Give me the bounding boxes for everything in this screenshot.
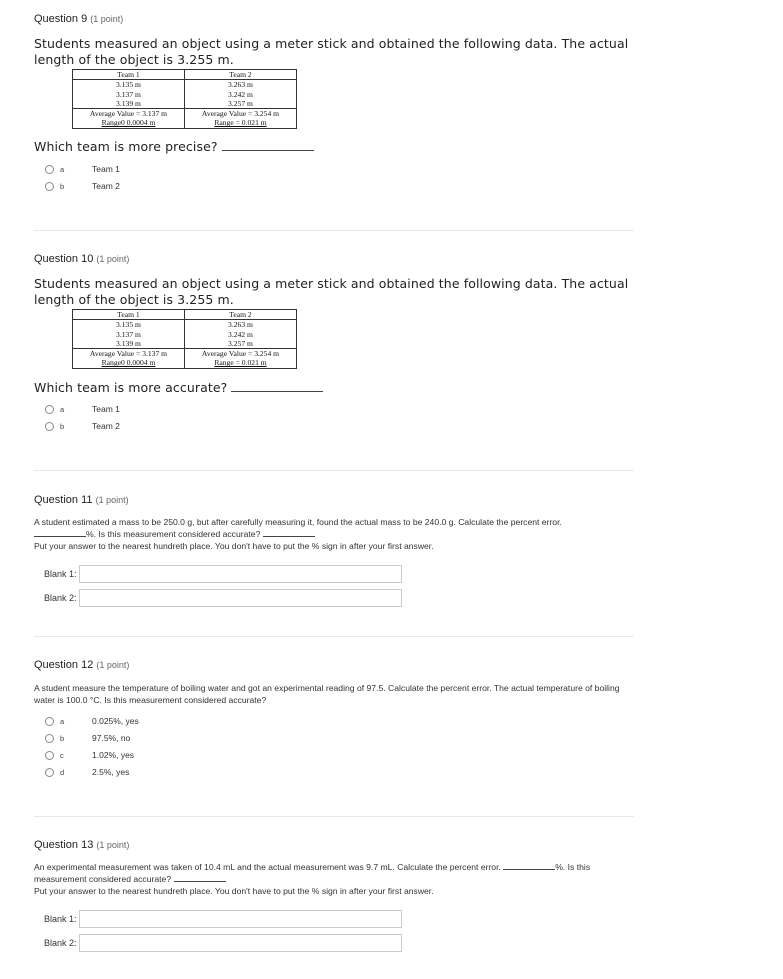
blank-1-label: Blank 1:: [44, 914, 77, 924]
table-cell: 3.257 m: [185, 99, 297, 109]
table-cell: Team 1: [73, 310, 185, 320]
prompt-line2-text: %. Is this measurement considered accurate?: [86, 529, 261, 539]
blank-2-input[interactable]: [79, 589, 402, 607]
question-title-text: Question 10: [34, 253, 94, 265]
question-text: Which team is more accurate?: [34, 380, 228, 395]
option-label[interactable]: 97.5%, no: [92, 733, 131, 743]
option-a[interactable]: [45, 164, 120, 174]
answer-blank-line: [174, 881, 226, 882]
radio-button[interactable]: [45, 717, 54, 726]
answer-blank-line: [231, 391, 323, 392]
question-title-text: Question 12: [34, 659, 94, 671]
option-letter: b: [60, 733, 65, 743]
question-title-text: Question 11: [34, 494, 93, 506]
blank-2-label: Blank 2:: [44, 938, 77, 948]
blank-1-input[interactable]: [79, 910, 402, 928]
question-prompt-line1: [34, 861, 624, 873]
question-10-question: [34, 380, 634, 396]
table-cell: 3.139 m: [73, 99, 185, 109]
question-10-prompt: Students measured an object using a meter stick and obtained the following data. The actual length of the object is 3.255 m.: [34, 276, 629, 307]
table-cell: Average Value = 3.254 m: [185, 349, 297, 359]
question-prompt-text: A student estimated a mass to be 250.0 g, but after carefully measuring it, found the actual mass to be 240.0 g. Calculate the percent error.: [34, 517, 562, 527]
table-cell: 3.137 m: [73, 330, 185, 339]
table-cell: Team 2: [185, 70, 297, 80]
question-instruction: Put your answer to the nearest hundreth place. You don't have to put the % sign in after your first answer.: [34, 886, 434, 896]
blank-2-row: [44, 589, 402, 607]
table-cell: Range = 0.021 m: [185, 358, 297, 368]
blank-1-row: [44, 565, 402, 583]
option-label[interactable]: Team 2: [92, 181, 120, 191]
option-label[interactable]: Team 2: [92, 421, 120, 431]
question-11: [34, 494, 634, 506]
question-points: (1 point): [96, 660, 130, 670]
radio-button[interactable]: [45, 165, 54, 174]
option-label[interactable]: Team 1: [92, 404, 120, 414]
table-cell: 3.257 m: [185, 339, 297, 349]
option-letter: a: [60, 716, 65, 726]
question-13: [34, 839, 634, 851]
blank-2-label: Blank 2:: [44, 593, 77, 603]
blank-1-row: [44, 910, 402, 928]
question-10-title: [34, 253, 634, 265]
table-cell: 3.263 m: [185, 80, 297, 90]
table-cell: Range0 0.0004 m: [73, 118, 185, 128]
question-divider: [34, 636, 634, 637]
option-label[interactable]: Team 1: [92, 164, 120, 174]
table-cell: 3.263 m: [185, 320, 297, 330]
question-9-prompt: Students measured an object using a meter stick and obtained the following data. The actual length of the object is 3.255 m.: [34, 36, 629, 67]
blank-1-label: Blank 1:: [44, 569, 77, 579]
question-12-prompt: A student measure the temperature of boiling water and got an experimental reading of 97.5. Calculate the percent error. The actual temperature of boiling water is 100.0 °C. Is this measurement considered accurate?: [34, 683, 620, 705]
question-13-title: [34, 839, 634, 851]
answer-blank-line: [34, 536, 86, 537]
radio-button[interactable]: [45, 182, 54, 191]
blank-2-row: [44, 934, 402, 952]
question-points: (1 point): [96, 840, 130, 850]
blank-2-input[interactable]: [79, 934, 402, 952]
radio-button[interactable]: [45, 422, 54, 431]
question-title-text: Question 13: [34, 839, 94, 851]
question-13-prompt: [34, 861, 624, 897]
table-cell: Average Value = 3.254 m: [185, 109, 297, 119]
blank-1-input[interactable]: [79, 565, 402, 583]
option-letter: a: [60, 164, 65, 174]
option-a[interactable]: [45, 716, 139, 726]
option-a[interactable]: [45, 404, 120, 414]
question-9-question: [34, 139, 634, 155]
question-prompt-line2: [34, 528, 634, 540]
table-cell: 3.242 m: [185, 90, 297, 99]
radio-button[interactable]: [45, 768, 54, 777]
table-cell: 3.135 m: [73, 320, 185, 330]
table-cell: Team 1: [73, 70, 185, 80]
answer-blank-line: [503, 869, 555, 870]
question-prompt-text: An experimental measurement was taken of 10.4 mL and the actual measurement was 9.7 mL. Calculate the percent error.: [34, 862, 501, 872]
prompt-line2-text: measurement considered accurate?: [34, 874, 172, 884]
option-d[interactable]: [45, 767, 129, 777]
question-11-prompt: [34, 516, 634, 552]
option-b[interactable]: [45, 421, 120, 431]
option-letter: b: [60, 421, 65, 431]
question-10: [34, 253, 634, 265]
table-cell: Range0 0.0004 m: [73, 358, 185, 368]
option-label[interactable]: 2.5%, yes: [92, 767, 130, 777]
table-cell: Range = 0.021 m: [185, 118, 297, 128]
table-cell: 3.137 m: [73, 90, 185, 99]
answer-blank-line: [263, 536, 315, 537]
option-c[interactable]: [45, 750, 134, 760]
option-letter: b: [60, 181, 65, 191]
question-points: (1 point): [90, 14, 124, 24]
radio-button[interactable]: [45, 734, 54, 743]
option-label[interactable]: 1.02%, yes: [92, 750, 135, 760]
question-9-data-table: [72, 69, 297, 129]
option-b[interactable]: [45, 181, 120, 191]
question-9: [34, 13, 634, 25]
question-divider: [34, 816, 634, 817]
question-title-text: Question 9: [34, 13, 88, 25]
radio-button[interactable]: [45, 405, 54, 414]
question-divider: [34, 230, 634, 231]
question-text: Which team is more precise?: [34, 139, 218, 154]
question-11-title: [34, 494, 634, 506]
table-cell: Average Value = 3.137 m: [73, 349, 185, 359]
prompt-suffix: %. Is this: [555, 862, 591, 872]
question-instruction: Put your answer to the nearest hundreth place. You don't have to put the % sign in after your first answer.: [34, 541, 434, 551]
radio-button[interactable]: [45, 751, 54, 760]
question-divider: [34, 470, 634, 471]
option-label[interactable]: 0.025%, yes: [92, 716, 139, 726]
table-cell: 3.139 m: [73, 339, 185, 349]
option-b[interactable]: [45, 733, 130, 743]
table-cell: 3.135 m: [73, 80, 185, 90]
table-cell: Team 2: [185, 310, 297, 320]
option-letter: a: [60, 404, 65, 414]
answer-blank-line: [222, 150, 314, 151]
table-cell: Average Value = 3.137 m: [73, 109, 185, 119]
question-10-data-table: [72, 309, 297, 369]
table-cell: 3.242 m: [185, 330, 297, 339]
question-12-title: [34, 659, 634, 671]
question-prompt-line2: [34, 873, 624, 885]
question-9-title: [34, 13, 634, 25]
option-letter: c: [60, 750, 64, 760]
question-points: (1 point): [95, 495, 129, 505]
option-letter: d: [60, 767, 65, 777]
question-12: [34, 659, 634, 671]
question-points: (1 point): [96, 254, 130, 264]
